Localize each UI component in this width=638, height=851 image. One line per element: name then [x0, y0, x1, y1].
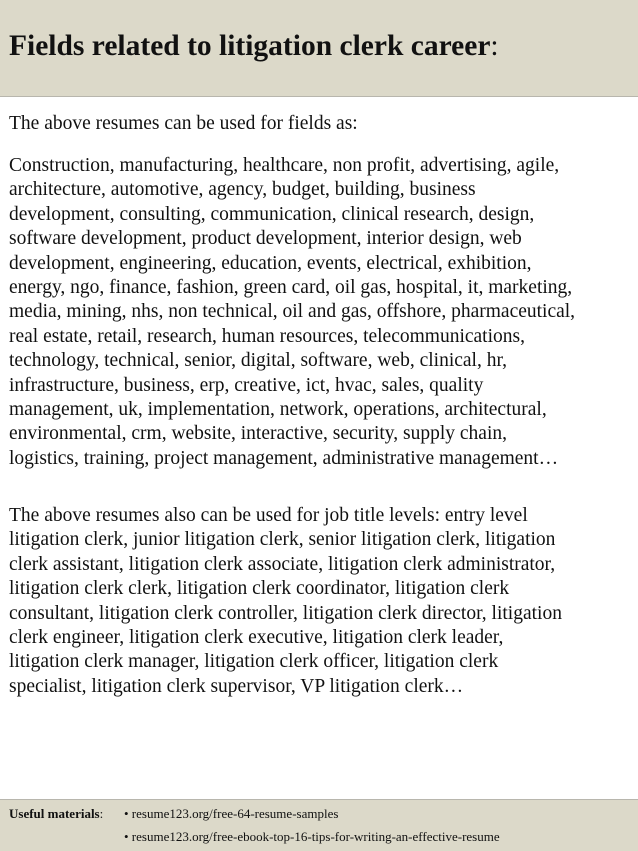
job-levels-line: consultant, litigation clerk controller, litigation clerk director, litigation	[9, 602, 562, 624]
fields-line: Construction, manufacturing, healthcare, non profit, advertising, agile,	[9, 155, 560, 176]
job-levels-paragraph	[9, 504, 634, 699]
fields-line: technology, technical, senior, digital, software, web, clinical, hr,	[9, 350, 508, 372]
footer-link-resume-samples[interactable]: • resume123.org/free-64-resume-samples	[124, 806, 339, 821]
job-levels-line: The above resumes also can be used for job title levels: entry level	[9, 505, 528, 526]
footer-banner	[0, 800, 638, 851]
job-levels-line: clerk engineer, litigation clerk executive, litigation clerk leader,	[9, 627, 504, 649]
job-levels-line: litigation clerk manager, litigation clerk officer, litigation clerk	[9, 651, 499, 673]
fields-line: energy, ngo, finance, fashion, green card, oil gas, hospital, it, marketing,	[9, 277, 573, 299]
page-title	[9, 30, 499, 63]
job-levels-line: specialist, litigation clerk supervisor, VP litigation clerk…	[9, 675, 464, 697]
fields-line: architecture, automotive, agency, budget, building, business	[9, 179, 476, 201]
header-divider	[0, 96, 638, 97]
intro-text: The above resumes can be used for fields as:	[9, 113, 358, 134]
useful-materials-label: Useful materials	[9, 806, 100, 821]
fields-line: environmental, crm, website, interactive, security, supply chain,	[9, 423, 507, 445]
page-title-text: Fields related to litigation clerk career	[9, 30, 491, 62]
fields-line: development, consulting, communication, clinical research, design,	[9, 203, 535, 225]
fields-line: real estate, retail, research, human resources, telecommunications,	[9, 325, 525, 347]
fields-line: management, uk, implementation, network, operations, architectural,	[9, 399, 547, 421]
useful-materials-separator: :	[99, 806, 104, 821]
job-levels-line: clerk assistant, litigation clerk associate, litigation clerk administrator,	[9, 553, 556, 575]
job-levels-line: litigation clerk clerk, litigation clerk coordinator, litigation clerk	[9, 578, 510, 600]
job-levels-line: litigation clerk, junior litigation clerk, senior litigation clerk, litigation	[9, 529, 556, 551]
header-banner	[0, 0, 638, 96]
page-title-colon: :	[490, 30, 499, 62]
fields-paragraph	[9, 154, 634, 471]
footer-link-ebook-tips[interactable]: • resume123.org/free-ebook-top-16-tips-for-writing-an-effective-resume	[124, 829, 500, 844]
fields-line: development, engineering, education, events, electrical, exhibition,	[9, 252, 532, 274]
fields-line: media, mining, nhs, non technical, oil and gas, offshore, pharmaceutical,	[9, 301, 576, 323]
fields-line: software development, product development, interior design, web	[9, 228, 522, 250]
fields-line: logistics, training, project management, administrative management…	[9, 447, 559, 469]
fields-line: infrastructure, business, erp, creative, ict, hvac, sales, quality	[9, 374, 484, 396]
useful-materials-row	[9, 806, 103, 822]
